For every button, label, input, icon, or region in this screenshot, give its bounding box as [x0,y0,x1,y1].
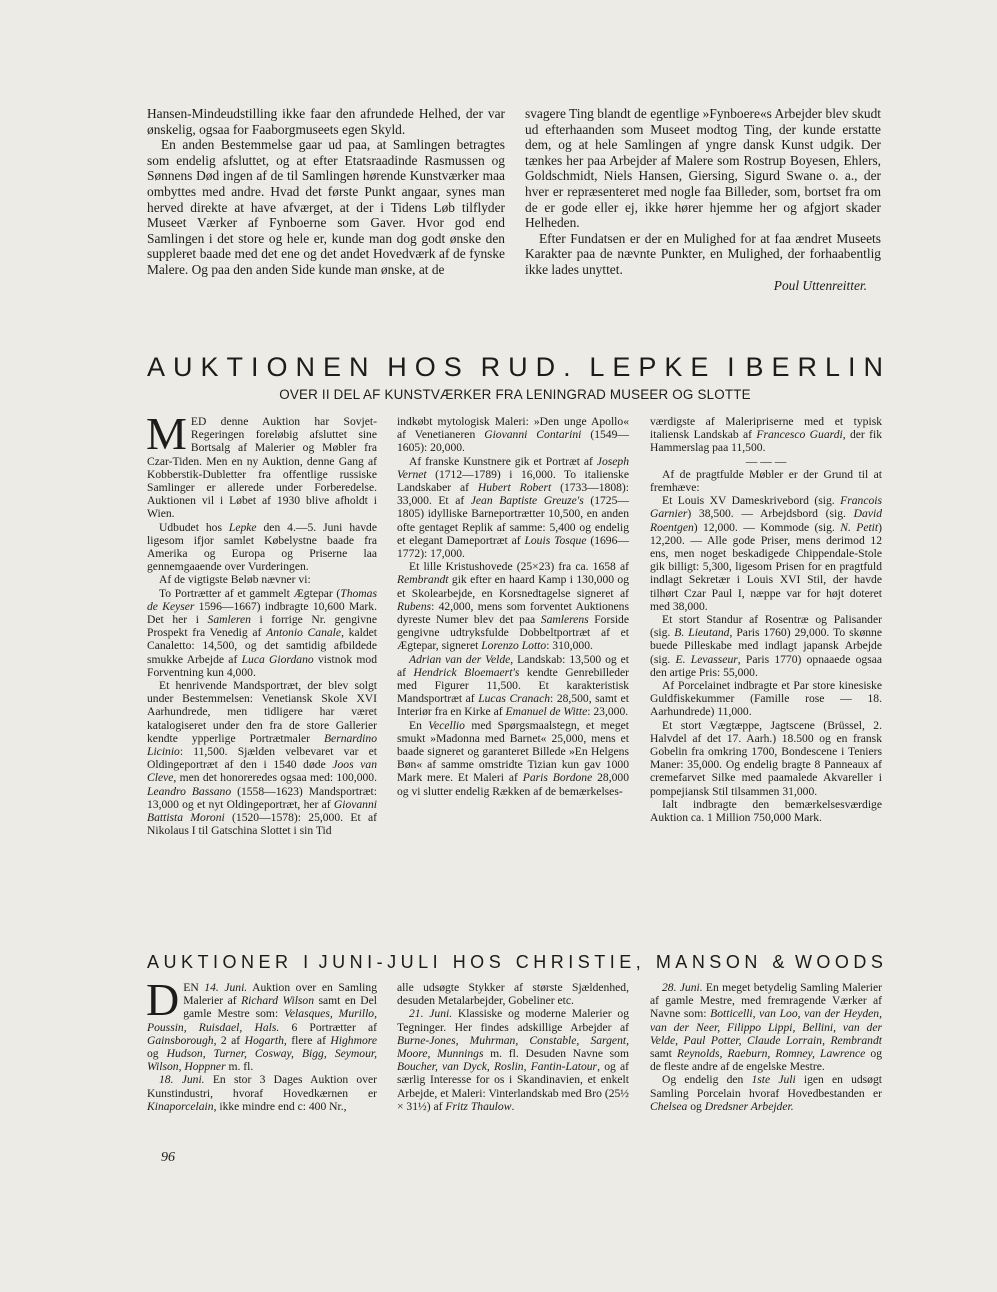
title-word: AUKTIONER [147,952,293,972]
article-title-lepke [147,350,891,384]
title-word: & [772,952,785,972]
article1-column-2 [397,415,629,798]
article2-column-1 [146,974,378,1113]
title-word: HOS [387,352,470,382]
title-word: MANSON [655,952,762,972]
title-word: AUKTIONEN [147,352,377,382]
paragraph: Af de pragtfulde Møbler er der Grund til at fremhæve: [650,467,882,495]
paragraph: Adrian van der Velde, Landskab: 13,500 og et af Hendrick Bloemaert's kendte Genrebilleder med Figurer 11,500. Et karakteristisk Mandsportræt af Lucas Cranach: 28,500, samt et Interiør fra en Kirke af Emanuel de Witte: 23,000. [397,652,630,719]
paragraph: Af Porcelainet indbragte et Par store kinesiske Guldfiskekummer (Famille rose — 18. Aarhundrede) 11,000. [650,679,882,719]
title-word: I [727,352,735,382]
paragraph: værdigste af Maleripriserne med et typisk italiensk Landskab af Francesco Guardi, der fik Hammerslag paa 11,500. [650,415,882,455]
title-word: CHRISTIE, [515,952,646,972]
article-subtitle: OVER II DEL AF KUNSTVÆRKER FRA LENINGRAD MUSEER OG SLOTTE [279,387,751,402]
paragraph: To Portrætter af et gammelt Ægtepar (Thomas de Keyser 1596—1667) indbragte 10,600 Mark. Det her i Samleren i forrige Nr. gengivne Prospekt fra Venedig af Antonio Canale, kaldet Canaletto: 14,500, og det samtidig afbildede smukke Arbejde af Luca Giordano vistnok mod Forventning kun 4,000. [147,586,378,679]
paragraph: Et lille Kristushovede (25×23) fra ca. 1658 af Rembrandt gik efter en haard Kamp i 130,000 og et Skolearbejde, en Korsnedtagelse signeret af Rubens: 42,000, mens som forventet Auktionens dyreste Numer blev det paa Samlerens Forside gengivne udtryksfulde Dobbeltportræt af et Ægtepar, signeret Lorenzo Lotto: 310,000. [397,560,629,653]
paragraph: Af de vigtigste Beløb nævner vi: [159,573,311,587]
intro-column-left [147,106,505,278]
title-word: HOS [452,952,506,972]
article1-column-1 [146,408,378,838]
paragraph: Et stort Standur af Rosentræ og Palisander (sig. B. Lieutand, Paris 1760) 29,000. To skønne buede Pilleskabe med indlagt japansk Arbejde (sig. E. Levasseur, Paris 1770) opnaaede ogsaa den artige Pris: 55,000. [650,613,882,679]
paragraph: En Vecellio med Spørgsmaalstegn, et meget smukt »Madonna med Barnet« 25,000, mens et baade signeret og garanteret Billede »En Helgens Bøn« af samme omstridte Tizian kun gav 1000 Mark mere. Et Maleri af Paris Bordone 28,000 og vi slutter endelig Rækken af de bemærkelses- [397,718,630,798]
paragraph-text: EN 14. Juni. Auktion over en Samling Malerier af Richard Wilson samt en Del gamle Mestre som: Velasques, Murillo, Poussin, Ruisdael, Hals. 6 Portrætter af Gainsborough, 2 af Hogarth, flere af Highmore og Hudson, Turner, Cosway, Bigg, Seymour, Wilson, Hoppner m. fl. [147,981,378,1074]
intro-paragraph: En anden Bestemmelse gaar ud paa, at Samlingen betragtes som endelig afsluttet, og at efter Etatsraadinde Rasmussen og Sønnens Død ingen af de til Samlingen hørende Kunstværker maa ombyttes med andre. Hvad det første Punkt angaar, synes man herved direkte at have afværget, at der i Tidens Løb tilflyder Museet Værker af Fynboerne som Gaver. Hvor god end Samlingen i det store og hele er, kunde man dog godt ønske den suppleret baade med det ene og det andet Hovedværk af de fynske Malere. Og paa den anden Side kunde man ønske, at de [147,137,505,277]
intro-paragraph: svagere Ting blandt de egentlige »Fynboere«s Arbejder blev skudt ud efterhaanden som Museet modtog Ting, der kunde erstatte dem, og at hele Samlingen af yngre dansk Kunst udgik. Der tænkes her paa Arbejder af Malere som Rostrup Boyesen, Ehlers, Goldschmidt, Niels Hansen, Giersing, Sigurd Swane o. a., der hver er repræsenteret med nogle faa Billeder, som, bortset fra om de er gode eller ej, ikke hører hjemme her og afgjort skader Helheden. [525,106,881,231]
author-signature: Poul Uttenreitter. [773,277,867,293]
paragraph: Et Louis XV Dameskrivebord (sig. Francois Garnier) 38,500. — Arbejdsbord (sig. David Roentgen) 12,000. — Kommode (sig. N. Petit) 12,200. — Alle gode Priser, mens derimod 12 ens, men noget beskadigede Chippendale-Stole gik billigt: 5,300, ligesom Prisen for en pragtfuld indlagt Sekretær i Louis XVI Stil, der havde tilhørt Czar Paul I, næppe var for højt doteret med 38,000. [650,494,883,613]
paragraph: Ialt indbragte den bemærkelsesværdige Auktion ca. 1 Million 750,000 Mark. [650,797,882,825]
drop-cap: D [146,974,180,1025]
page-number: 96 [161,1150,175,1165]
title-word: JUNI-JULI [318,952,443,972]
title-word: LEPKE [589,352,717,382]
intro-paragraph: Efter Fundatsen er der en Mulighed for at faa ændret Museets Karakter paa de nævnte Punkter, en Mulighed, der forhaabentlig ikke lades unyttet. [525,230,881,277]
drop-cap: M [146,408,187,459]
intro-column-right [525,106,881,293]
title-word: WOODS [794,952,888,972]
title-word: I [303,952,309,972]
section-separator: — — — [745,454,787,468]
paragraph: indkøbt mytologisk Maleri: »Den unge Apollo« af Venetianeren Giovanni Contarini (1549—1605): 20,000. [397,415,629,455]
paragraph: Af franske Kunstnere gik et Portræt af Joseph Vernet (1712—1789) i 16,000. To italienske Landskaber af Hubert Robert (1733—1808): 33,000. Et af Jean Baptiste Greuze's (1725—1805) idylliske Barneportrætter 10,500, en anden ofte gentaget Replik af samme: 5,400 og endelig et elegant Dameportræt af Louis Tosque (1696—1772): 17,000. [397,454,629,561]
title-word: RUD. [480,352,579,382]
article2-column-2 [397,981,629,1113]
paragraph: Et henrivende Mandsportræt, der blev solgt under Bestemmelsen: Venetiansk Skole XVI Aarhundrede, men tidligere har været katalogiseret under den fra de store Gallerier kendte ypperlige Portrætmaler Bernardino Licinio: 11,500. Sjælden velbevaret var et Oldingeportræt af den i 1540 døde Joos van Cleve, men det honoreredes ogsaa med: 100,000. Leandro Bassano (1558—1623) Mandsportræt: 13,000 og et nyt Oldingeportræt, her af Giovanni Battista Moroni (1520—1578): 25,000. Et af Nikolaus I til Gatschina Slottet i sin Tid [147,679,377,838]
paragraph [146,974,378,1074]
paragraph-text: ED denne Auktion har Sovjet-Regeringen foreløbig afsluttet sine Bortsalg af Malerier og Møbler fra Czar-Tiden. Men en ny Auktion, denne Gang af Kobberstik-Dubletter fra offentlige russiske Samlinger er allerede under Forberedelse. Auktionen vil i Løbet af 1930 blive afholdt i Wien. [147,415,377,521]
paragraph: Et stort Vægtæppe, Jagtscene (Brüssel, 2. Halvdel af det 17. Aarh.) 18.500 og en fransk Gobelin fra omkring 1700, Bondescene i Teniers Maner: 35,000. Og endelig bragte 8 Panneaux af cremefarvet Silke med paamalede Akvareller i pompejiansk Stil tilsammen 31,000. [650,718,882,798]
paragraph: Og endelig den 1ste Juli igen en udsøgt Samling Porcelain hvoraf Hovedbestanden er Chelsea og Dredsner Arbejder. [650,1073,882,1113]
paragraph: alle udsøgte Stykker af største Sjældenhed, desuden Metalarbejder, Gobeliner etc. [397,981,629,1008]
paragraph: 28. Juni. En meget betydelig Samling Malerier af gamle Mestre, med fremragende Værker af Navne som: Botticelli, van Loo, van der Heyden, van der Neer, Filippo Lippi, Bellini, van der Velde, Paul Potter, Claude Lorrain, Rembrandt samt Reynolds, Raeburn, Romney, Lawrence og de fleste andre af de engelske Mestre. [650,981,882,1074]
article2-column-3 [650,981,882,1113]
paragraph: 21. Juni. Klassiske og moderne Malerier og Tegninger. Her findes adskillige Arbejder af Burne-Jones, Muhrman, Constable, Sargent, Moore, Munnings m. fl. Desuden Navne som Boucher, van Dyck, Roslin, Fantin-Latour, og af særlig Interesse for os i Skandinavien, et enkelt Arbejde, et Maleri: Vinterlandskab med Bro (25½ × 31½) af Fritz Thaulow. [397,1007,630,1113]
paragraph: 18. Juni. En stor 3 Dages Auktion over Kunstindustri, hvoraf Hovedkærnen er Kinaporcelain, ikke mindre end c: 400 Nr., [147,1073,377,1113]
paragraph: Udbudet hos Lepke den 4.—5. Juni havde ligesom ifjor samlet Købelystne baade fra Amerika og Europa og Priserne laa gennemgaaende over Vurderingen. [147,520,377,574]
paragraph [146,408,377,521]
article1-column-3 [650,415,882,824]
article-title-christie [147,951,888,973]
title-word: BERLIN [745,352,891,382]
intro-paragraph: Hansen-Mindeudstilling ikke faar den afrundede Helhed, der var ønskelig, ogsaa for Faaborgmuseets egen Skyld. [147,106,505,137]
